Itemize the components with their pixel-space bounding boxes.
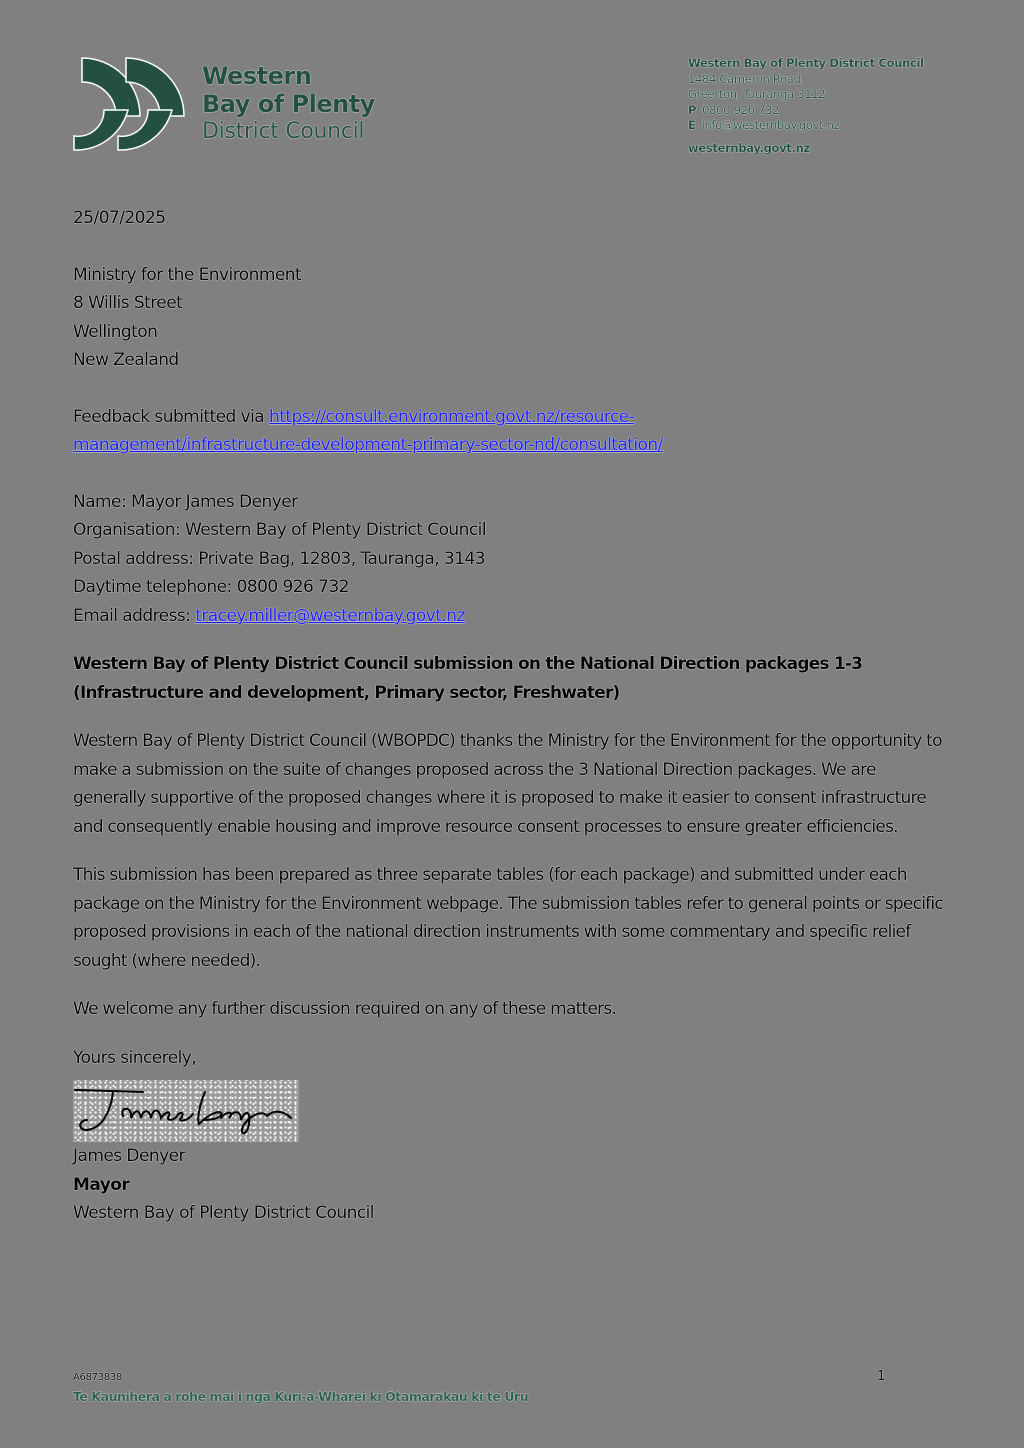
letterhead-contact	[688, 56, 924, 156]
letter-date: 25/07/2025	[73, 208, 166, 228]
closing-paragraph: We welcome any further discussion required on any of these matters.	[73, 999, 617, 1019]
signatory-name: James Denyer	[73, 1146, 185, 1166]
footer-tagline: Te Kaunihera a rohe mai i ngā Kuri-a-Whārei ki Ōtamarākau ki te Uru	[73, 1389, 529, 1404]
submitter-organisation: Organisation: Western Bay of Plenty District Council	[73, 520, 487, 540]
logo-line-2: Bay of Plenty	[202, 90, 375, 118]
contact-address-line-2: Greerton, Tauranga 3112	[688, 87, 826, 101]
contact-email-row	[688, 118, 924, 134]
document-reference: A6873838	[73, 1372, 122, 1383]
contact-email: info@westernbay.govt.nz	[701, 118, 840, 132]
phone-label: P	[688, 102, 697, 117]
submitter-phone: Daytime telephone: 0800 926 732	[73, 577, 349, 597]
recipient-line-1: Ministry for the Environment	[73, 264, 302, 285]
submitter-name: Name: Mayor James Denyer	[73, 491, 298, 512]
feedback-statement	[73, 403, 948, 460]
council-logo-text	[202, 62, 375, 146]
recipient-line-3: Wellington	[73, 321, 158, 342]
signature-icon	[73, 1080, 299, 1142]
signatory-title: Mayor	[73, 1174, 130, 1195]
logo-line-1: Western	[202, 62, 312, 90]
recipient-address	[73, 261, 948, 375]
logo-line-3: District Council	[202, 119, 365, 144]
feedback-prefix: Feedback submitted via	[73, 406, 270, 427]
council-logo-mark-icon	[72, 56, 190, 152]
contact-phone-row	[688, 103, 924, 119]
closing-salutation: Yours sincerely,	[73, 1047, 197, 1068]
recipient-line-4: New Zealand	[73, 350, 179, 370]
submitter-details	[73, 488, 948, 631]
submitter-email-row	[73, 602, 948, 631]
email-address-label: Email address:	[73, 605, 196, 626]
consultation-link[interactable]: https://consult.environment.govt.nz/resource- management/infrastructure-development-primary-sector-nd/consultation/	[73, 406, 663, 455]
contact-address-line-1: 1484 Cameron Road,	[688, 71, 804, 86]
intro-paragraph: Western Bay of Plenty District Council (WBOPDC) thanks the Ministry for the Environment for the opportunity to make a submission on the suite of changes proposed across the 3 National Direction packages. We are generally supportive of the proposed changes where it is proposed to make it easier to consent infrastructure and consequently enable housing and improve resource consent processes to ensure greater efficiencies.	[73, 731, 942, 837]
recipient-line-2: 8 Willis Street	[73, 293, 183, 313]
contact-website: westernbay.govt.nz	[688, 140, 810, 155]
letter-body	[73, 204, 948, 1228]
signatory-organisation: Western Bay of Plenty District Council	[73, 1203, 374, 1223]
council-logo	[72, 56, 375, 152]
signature-image	[73, 1080, 299, 1142]
contact-phone: 0800 926 732	[702, 102, 780, 117]
submitter-email-link[interactable]: tracey.miller@westernbay.govt.nz	[195, 605, 465, 626]
submission-heading: Western Bay of Plenty District Council submission on the National Direction packages 1-3 (Infrastructure and development, Primary sector, Freshwater)	[73, 654, 863, 703]
method-paragraph: This submission has been prepared as three separate tables (for each package) and submitted under each package on the Ministry for the Environment webpage. The submission tables refer to general points or specific proposed provisions in each of the national direction instruments with some commentary and specific relief sought (where needed).	[73, 865, 943, 971]
email-label: E	[688, 118, 696, 132]
submitter-postal-address: Postal address: Private Bag, 12803, Tauranga, 3143	[73, 548, 485, 569]
page-number: 1	[877, 1369, 886, 1384]
contact-organisation: Western Bay of Plenty District Council	[688, 56, 924, 70]
